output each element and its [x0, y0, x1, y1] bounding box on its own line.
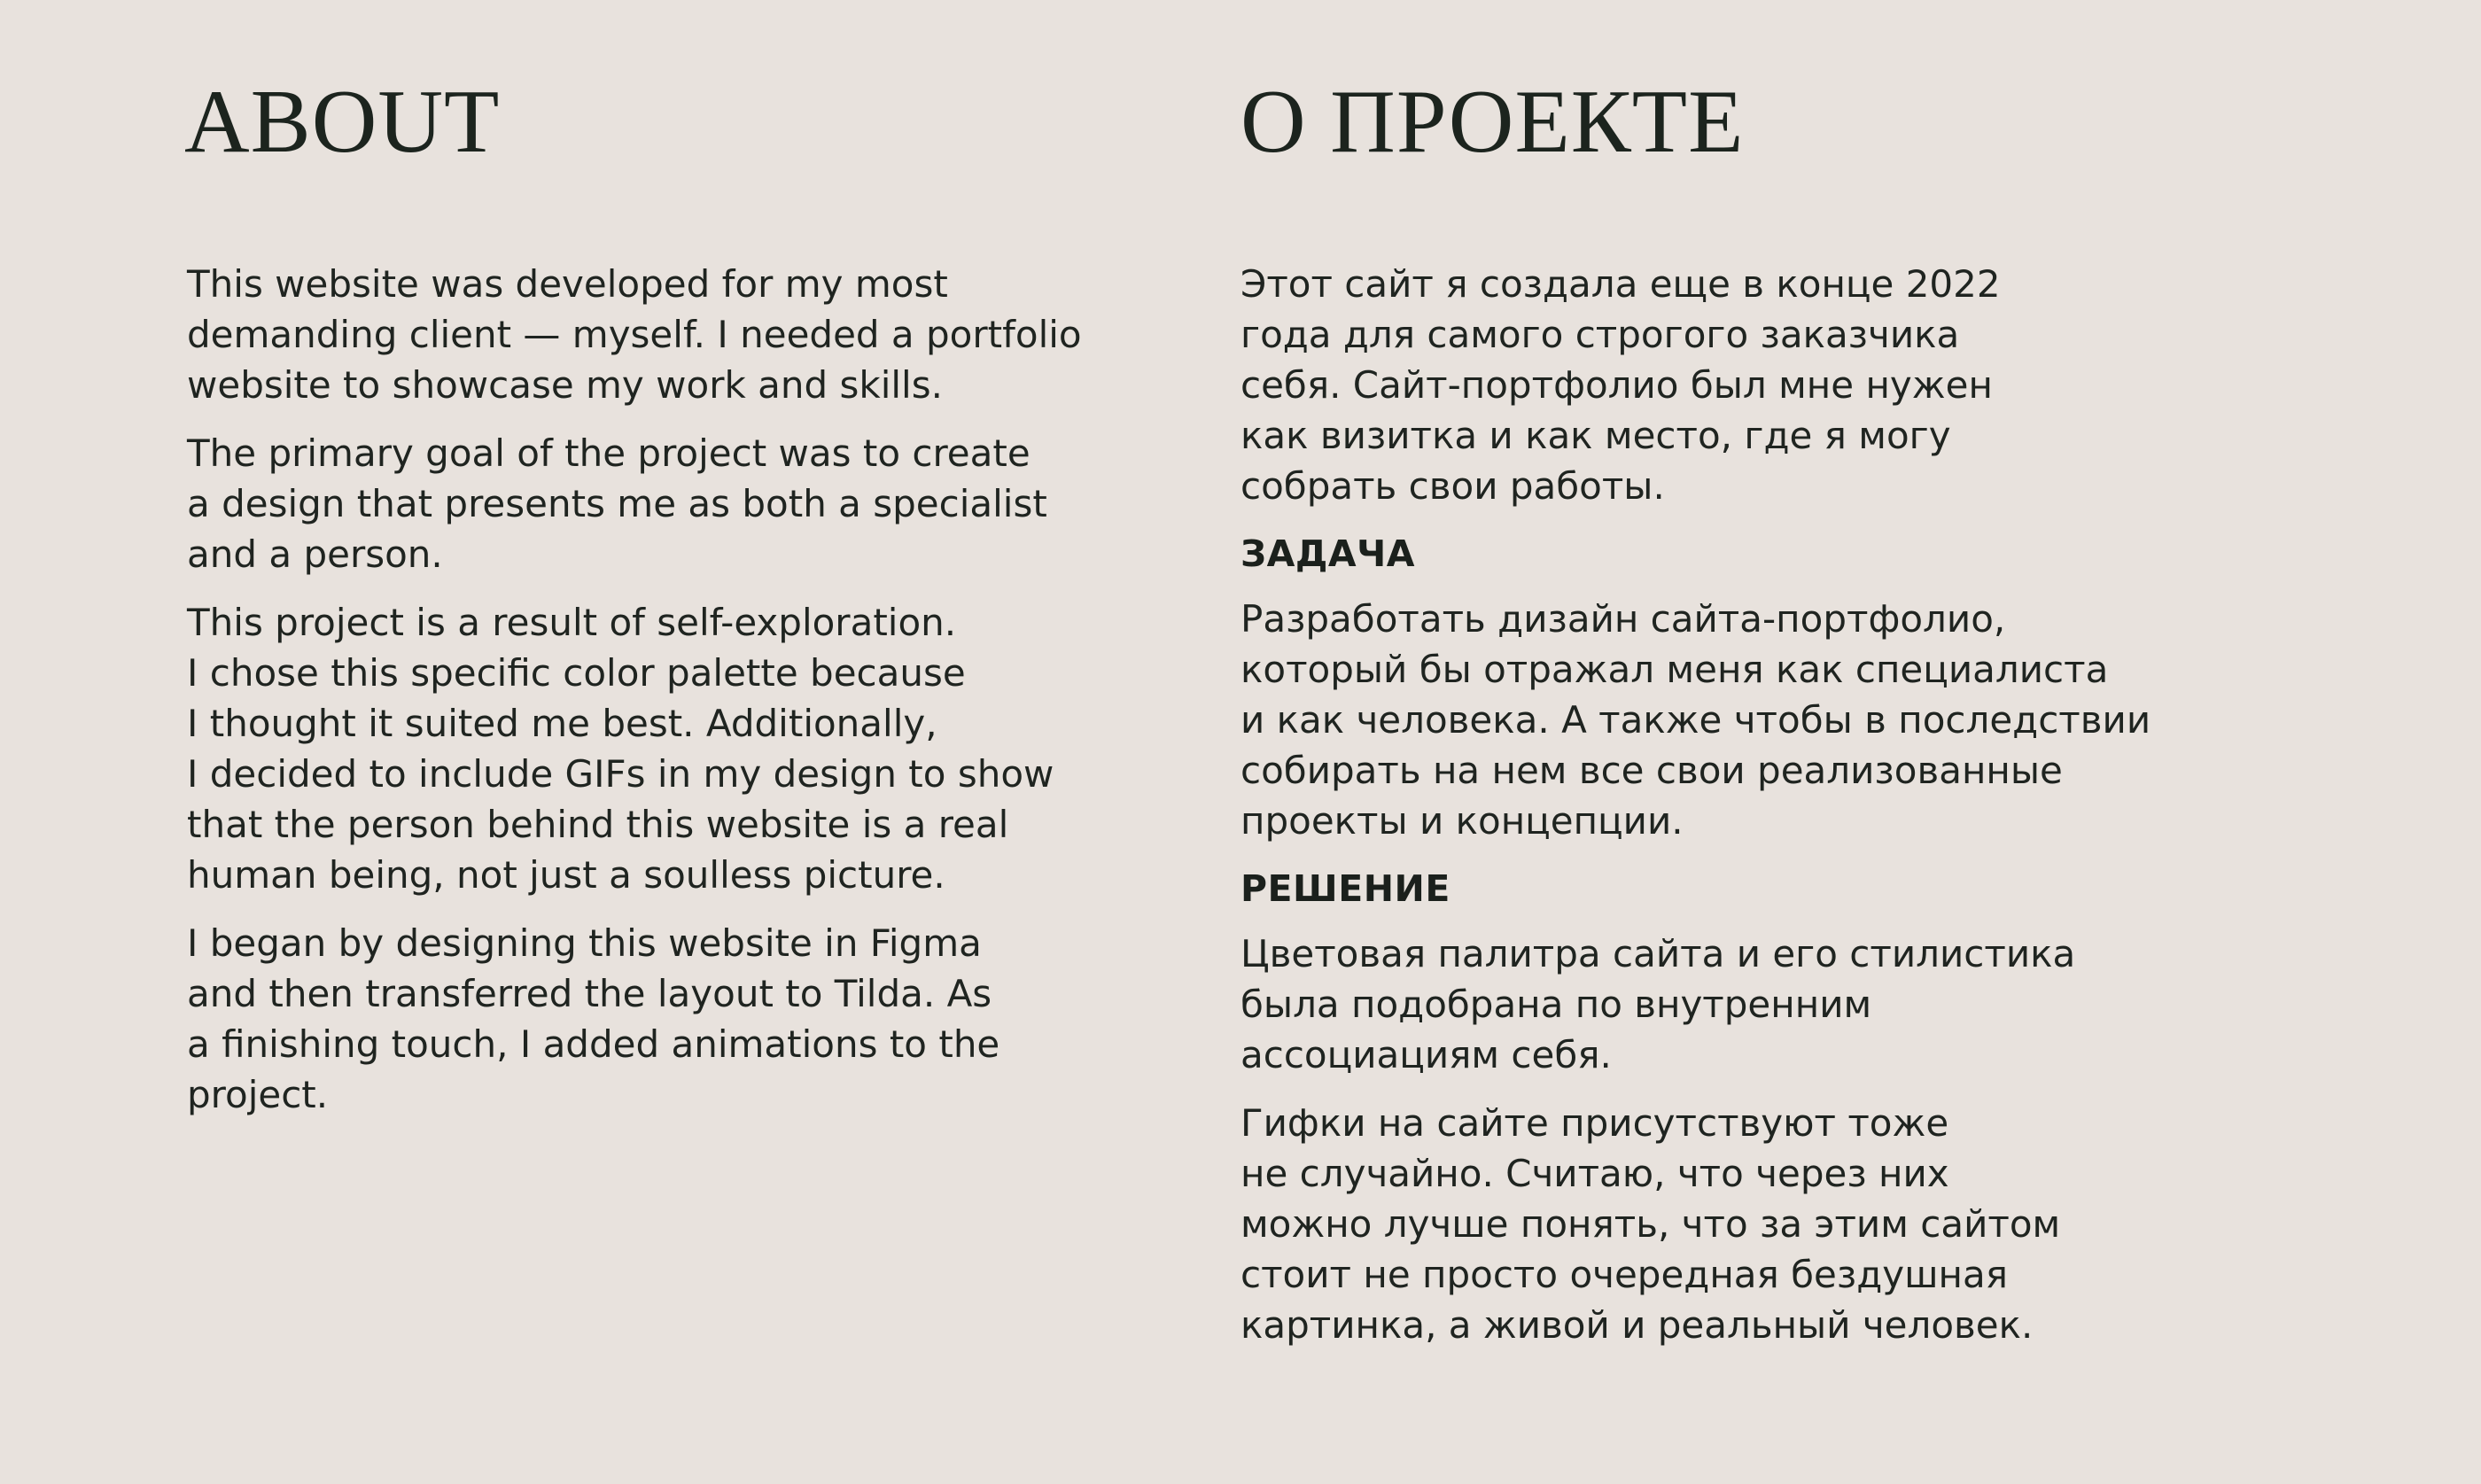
text-line: This project is a result of self-exploration.: [187, 601, 957, 644]
text-line: I began by designing this website in Figma: [187, 921, 982, 965]
about-paragraph-2: [187, 428, 1108, 579]
text-line: проекты и концепции.: [1240, 799, 1684, 843]
text-line: картинка, а живой и реальный человек.: [1240, 1303, 2034, 1347]
text-line: собирать на нем все свои реализованные: [1240, 749, 2063, 792]
task-paragraph: [1240, 594, 2162, 846]
text-line: года для самого строгого заказчика: [1240, 313, 1960, 356]
about-body: [187, 259, 1108, 1138]
text-line: Этот сайт я создала еще в конце 2022: [1240, 262, 2001, 306]
text-line: and then transferred the layout to Tilda. As: [187, 972, 992, 1015]
text-line: Гифки на сайте присутствуют тоже: [1240, 1101, 1949, 1145]
text-line: который бы отражал меня как специалиста: [1240, 648, 2109, 691]
text-line: себя. Сайт-портфолио был мне нужен: [1240, 363, 1993, 407]
text-line: project.: [187, 1073, 329, 1116]
about-paragraph-3: [187, 597, 1108, 900]
text-line: была подобрана по внутренним: [1240, 983, 1872, 1026]
project-body: [1240, 259, 2162, 1368]
text-line: human being, not just a soulless picture.: [187, 853, 945, 897]
project-intro: [1240, 259, 2162, 511]
text-line: a design that presents me as both a specialist: [187, 482, 1047, 525]
text-line: не случайно. Считаю, что через них: [1240, 1152, 1949, 1195]
solution-paragraph-1: [1240, 928, 2162, 1080]
text-line: можно лучше понять, что за этим сайтом: [1240, 1202, 2061, 1246]
text-line: that the person behind this website is a real: [187, 803, 1009, 846]
text-line: собрать свои работы.: [1240, 464, 1665, 508]
text-line: Разработать дизайн сайта-портфолио,: [1240, 597, 2006, 641]
about-title: ABOUT: [184, 72, 501, 172]
task-heading: ЗАДАЧА: [1240, 532, 1415, 575]
text-line: и как человека. А также чтобы в последствии: [1240, 698, 2151, 742]
about-paragraph-1: [187, 259, 1108, 410]
text-line: I thought it suited me best. Additionally,: [187, 702, 937, 745]
solution-paragraph-2: [1240, 1098, 2162, 1350]
text-line: website to showcase my work and skills.: [187, 363, 943, 407]
text-line: Цветовая палитра сайта и его стилистика: [1240, 932, 2076, 975]
text-line: I decided to include GIFs in my design to show: [187, 752, 1054, 796]
text-line: and a person.: [187, 532, 443, 576]
text-line: demanding client — myself. I needed a portfolio: [187, 313, 1082, 356]
text-line: как визитка и как место, где я могу: [1240, 414, 1951, 457]
project-title: О ПРОЕКТЕ: [1240, 72, 1745, 172]
text-line: This website was developed for my most: [187, 262, 948, 306]
text-line: ассоциациям себя.: [1240, 1033, 1612, 1076]
text-line: стоит не просто очередная бездушная: [1240, 1253, 2009, 1296]
about-paragraph-4: [187, 918, 1108, 1120]
text-line: a finishing touch, I added animations to the: [187, 1022, 1000, 1066]
solution-heading: РЕШЕНИЕ: [1240, 867, 1450, 910]
text-line: I chose this specific color palette because: [187, 651, 966, 695]
text-line: The primary goal of the project was to create: [187, 431, 1031, 475]
